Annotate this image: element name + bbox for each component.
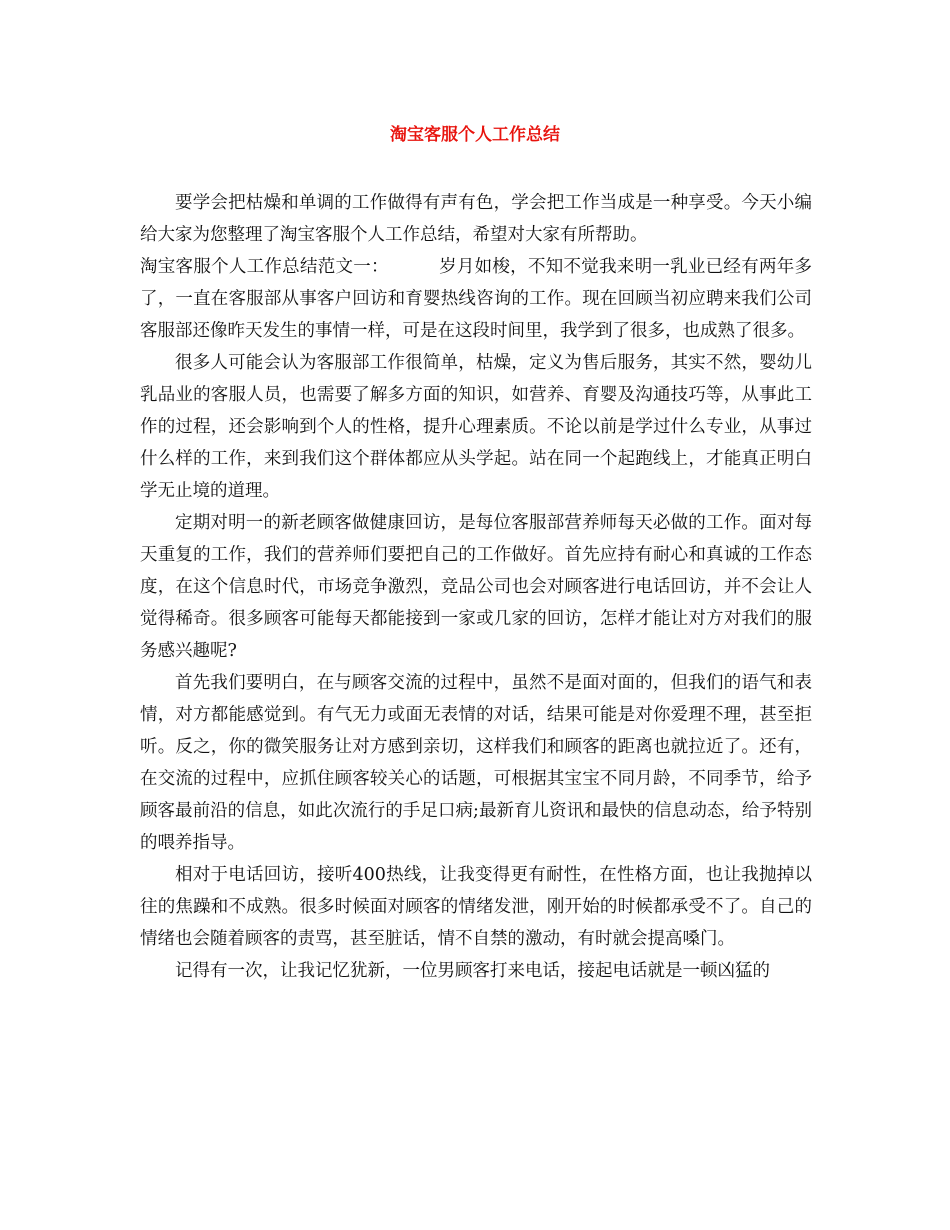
sample-heading: 淘宝客服个人工作总结范文一：	[140, 257, 389, 277]
body-paragraph: 相对于电话回访，接听400热线，让我变得更有耐性，在性格方面，也让我抛掉以往的焦躁和不成熟。很多时候面对顾客的情绪发泄，刚开始的时候都承受不了。自己的情绪也会随着顾客的责骂，甚至脏话，情不自禁的激动，有时就会提高嗓门。	[140, 865, 812, 949]
intro-paragraph: 要学会把枯燥和单调的工作做得有声有色，学会把工作当成是一种享受。今天小编给大家为您整理了淘宝客服个人工作总结，希望对大家有所帮助。	[140, 193, 812, 245]
body-paragraph: 定期对明一的新老顾客做健康回访，是每位客服部营养师每天必做的工作。面对每天重复的工作，我们的营养师们要把自己的工作做好。首先应持有耐心和真诚的工作态度，在这个信息时代，市场竞争激烈，竞品公司也会对顾客进行电话回访，并不会让人觉得稀奇。很多顾客可能每天都能接到一家或几家的回访，怎样才能让对方对我们的服务感兴趣呢?	[140, 513, 812, 661]
body-paragraph: 记得有一次，让我记忆犹新，一位男顾客打来电话，接起电话就是一顿凶猛的	[175, 961, 770, 981]
body-paragraph: 首先我们要明白，在与顾客交流的过程中，虽然不是面对面的，但我们的语气和表情，对方都能感觉到。有气无力或面无表情的对话，结果可能是对你爱理不理，甚至拒听。反之，你的微笑服务让对方感到亲切，这样我们和顾客的距离也就拉近了。还有，在交流的过程中，应抓住顾客较关心的话题，可根据其宝宝不同月龄，不同季节，给予顾客最前沿的信息，如此次流行的手足口病;最新育儿资讯和最快的信息动态，给予特别的喂养指导。	[140, 673, 812, 853]
document-title: 淘宝客服个人工作总结	[390, 125, 560, 145]
document-body	[140, 187, 812, 987]
sample-paragraph	[140, 251, 812, 347]
body-paragraph: 很多人可能会认为客服部工作很简单，枯燥，定义为售后服务，其实不然，婴幼儿乳品业的客服人员，也需要了解多方面的知识，如营养、育婴及沟通技巧等，从事此工作的过程，还会影响到个人的性格，提升心理素质。不论以前是学过什么专业，从事过什么样的工作，来到我们这个群体都应从头学起。站在同一个起跑线上，才能真正明白学无止境的道理。	[140, 353, 812, 501]
sample-opening: 岁月如梭，不知不觉我来明一乳业已经有两年多了，一直在客服部从事客户回访和育婴热线咨询的工作。现在回顾当初应聘来我们公司客服部还像昨天发生的事情一样，可是在这段时间里，我学到了很多，也成熟了很多。	[140, 257, 813, 341]
